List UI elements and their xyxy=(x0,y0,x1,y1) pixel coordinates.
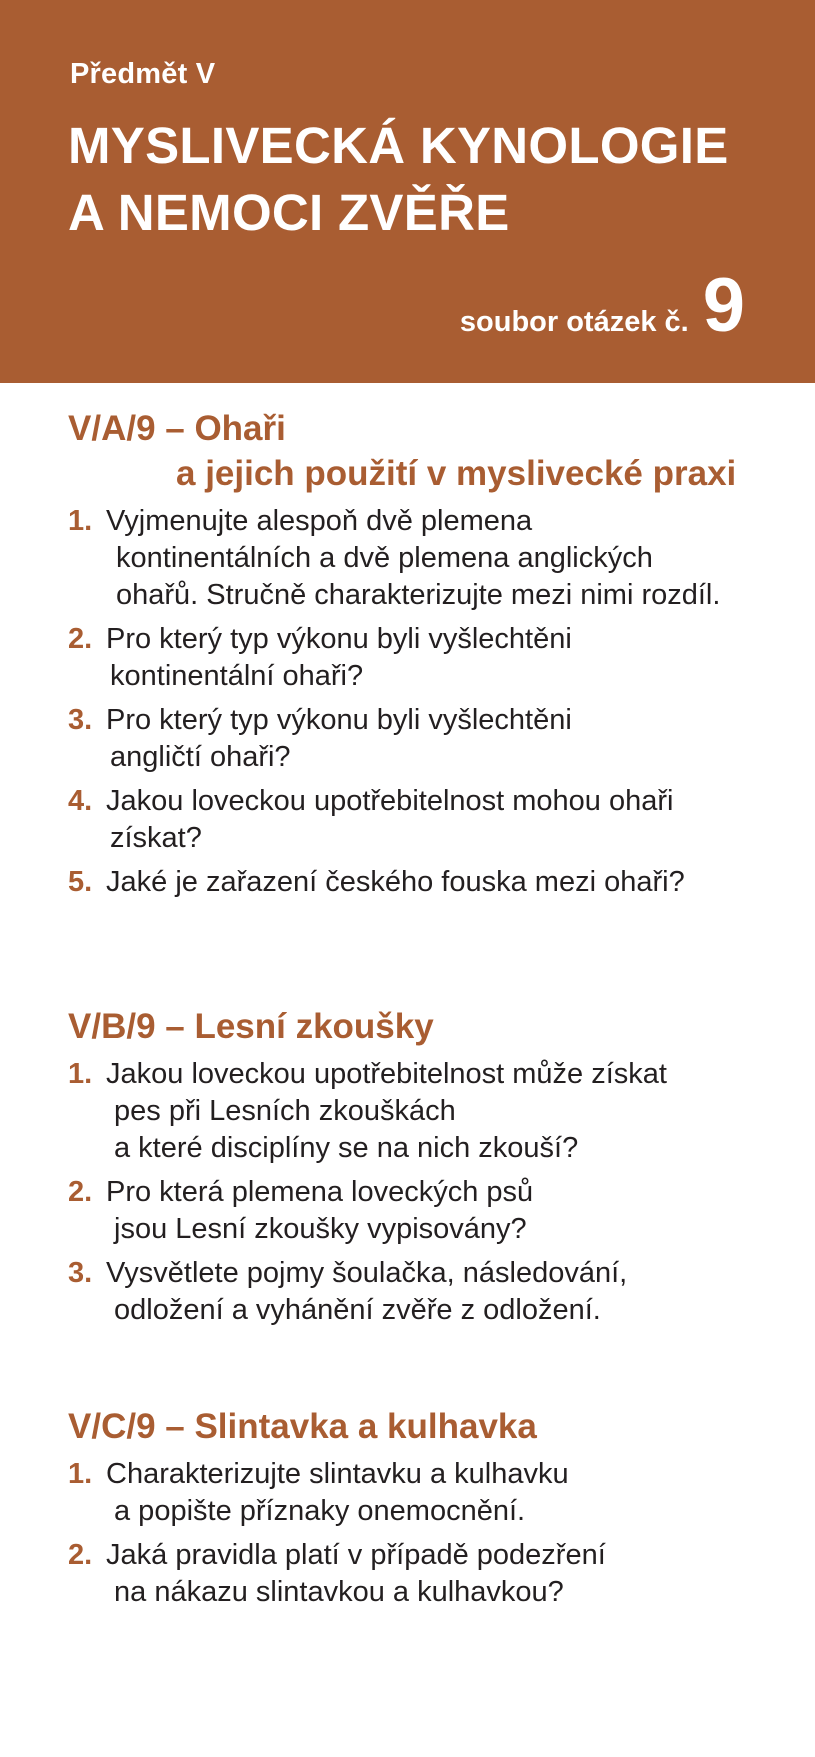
question-number: 2. xyxy=(68,623,93,655)
question-line: pes při Lesních zkouškách xyxy=(114,1095,456,1127)
question-item xyxy=(68,1456,606,1530)
question-text xyxy=(106,621,736,695)
question-number: 2. xyxy=(68,1539,93,1571)
question-number: 5. xyxy=(68,866,93,898)
section-title-line: V/C/9 – Slintavka a kulhavka xyxy=(68,1407,537,1446)
header-band xyxy=(0,0,815,383)
question-item xyxy=(68,1056,667,1167)
title-line: A NEMOCI ZVĚŘE xyxy=(68,184,510,241)
section-title xyxy=(68,1004,667,1049)
title-line: MYSLIVECKÁ KYNOLOGIE xyxy=(68,117,729,174)
question-number: 3. xyxy=(68,704,93,736)
question-item xyxy=(68,1537,606,1611)
question-line: na nákazu slintavkou a kulhavkou? xyxy=(114,1576,564,1608)
question-line: Pro která plemena loveckých psů xyxy=(106,1176,534,1208)
question-item xyxy=(68,1255,667,1329)
question-number: 3. xyxy=(68,1257,93,1289)
question-line: a které disciplíny se na nich zkouší? xyxy=(114,1132,579,1164)
section-title-line: V/A/9 – Ohaři xyxy=(68,409,286,448)
question-line: získat? xyxy=(110,822,202,854)
question-text xyxy=(106,503,736,614)
section-title-line: a jejich použití v myslivecké praxi xyxy=(176,454,737,493)
question-number: 1. xyxy=(68,505,93,537)
question-line: Jakou loveckou upotřebitelnost může získat xyxy=(106,1058,667,1090)
set-label: soubor otázek č. xyxy=(459,306,689,338)
section-title-line: V/B/9 – Lesní zkoušky xyxy=(68,1007,434,1046)
question-text xyxy=(106,864,736,901)
question-text xyxy=(106,1174,667,1248)
question-number: 2. xyxy=(68,1176,93,1208)
page-title xyxy=(68,112,729,246)
question-line: jsou Lesní zkoušky vypisovány? xyxy=(114,1213,527,1245)
question-line: Jakou loveckou upotřebitelnost mohou ohaři xyxy=(106,785,674,817)
question-line: Vyjmenujte alespoň dvě plemena xyxy=(106,505,533,537)
section-b xyxy=(68,1004,667,1329)
question-number: 1. xyxy=(68,1058,93,1090)
question-line: Jaká pravidla platí v případě podezření xyxy=(106,1539,606,1571)
question-line: Pro který typ výkonu byli vyšlechtěni xyxy=(106,623,572,655)
question-set xyxy=(459,263,745,348)
question-item xyxy=(68,783,736,857)
question-line: kontinentálních a dvě plemena anglických xyxy=(116,542,653,574)
question-text xyxy=(106,1255,667,1329)
question-number: 4. xyxy=(68,785,93,817)
section-a xyxy=(68,406,736,901)
question-item xyxy=(68,864,736,901)
question-line: angličtí ohaři? xyxy=(110,741,291,773)
question-number: 1. xyxy=(68,1458,93,1490)
question-line: Jaké je zařazení českého fouska mezi ohaři? xyxy=(106,866,685,898)
question-line: kontinentální ohaři? xyxy=(110,660,364,692)
question-item xyxy=(68,503,736,614)
set-number: 9 xyxy=(702,263,745,348)
question-line: a popište příznaky onemocnění. xyxy=(114,1495,526,1527)
question-item xyxy=(68,621,736,695)
section-title xyxy=(68,406,736,496)
question-text xyxy=(106,783,736,857)
question-text xyxy=(106,1456,606,1530)
question-line: Pro který typ výkonu byli vyšlechtěni xyxy=(106,704,572,736)
section-title xyxy=(68,1404,606,1449)
question-text xyxy=(106,1056,667,1167)
subject-label: Předmět V xyxy=(70,58,216,90)
section-c xyxy=(68,1404,606,1611)
question-line: ohařů. Stručně charakterizujte mezi nimi rozdíl. xyxy=(116,579,721,611)
question-item xyxy=(68,702,736,776)
question-text xyxy=(106,1537,606,1611)
question-text xyxy=(106,702,736,776)
question-item xyxy=(68,1174,667,1248)
question-line: odložení a vyhánění zvěře z odložení. xyxy=(114,1294,601,1326)
question-line: Vysvětlete pojmy šoulačka, následování, xyxy=(106,1257,628,1289)
question-line: Charakterizujte slintavku a kulhavku xyxy=(106,1458,569,1490)
